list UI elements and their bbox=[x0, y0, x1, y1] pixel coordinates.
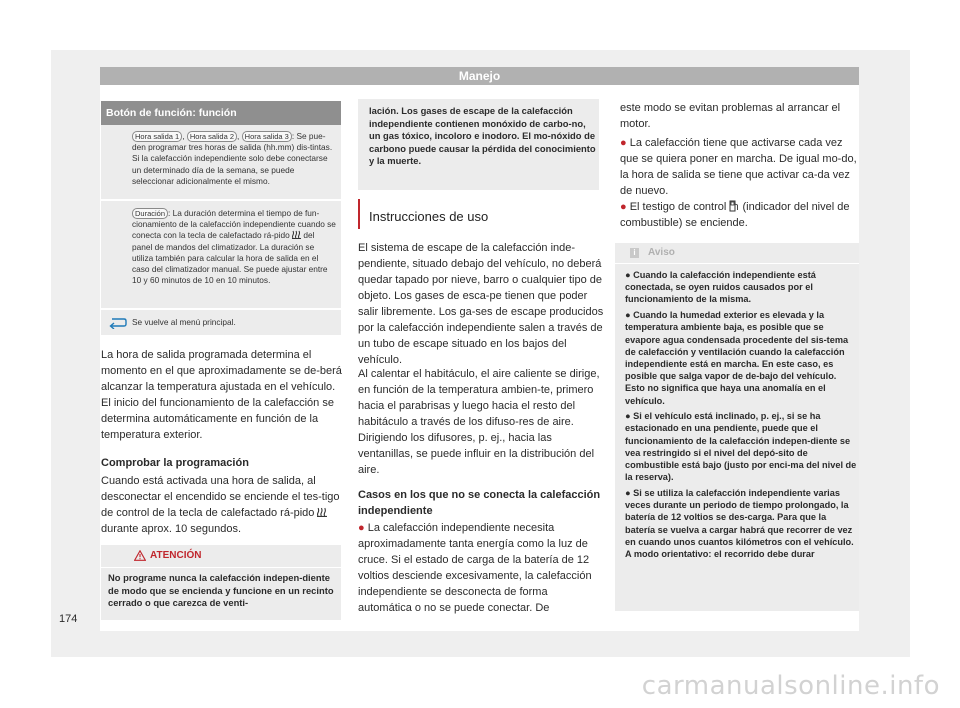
notice-box bbox=[615, 243, 859, 611]
bullet-item: ● La calefacción tiene que activarse cada vez que se quiera poner en marcha. De igual mo-do, la hora de salida se tiene que activar ca-da vez de nuevo. bbox=[620, 137, 857, 197]
notice-title: Aviso bbox=[648, 247, 675, 258]
bullet-icon: ● bbox=[620, 201, 627, 213]
duration-description-b: del panel de mandos del climatizador. La duración se utiliza también para calcular la hora de salida en el caso del climatizador manual. Se puede ajustar entre 10 y 60 minutos de 10 en 10 minutos. bbox=[132, 230, 328, 286]
warning-box-continued bbox=[358, 99, 599, 190]
fuel-gauge-icon bbox=[729, 201, 739, 213]
paragraph: Al calentar el habitáculo, el aire caliente se dirige, en función de la temperatura ambien-te, primero hacia el parabrisas y luego hacia el resto del habitáculo a través de los difuso-res de aire. Dirigiendo los difusores, p. ej., hacia las ventanillas, se puede influir en la distribución del aire. bbox=[358, 368, 600, 476]
paragraph: este modo se evitan problemas al arrancar el motor. bbox=[620, 102, 841, 130]
bullet-icon: ● bbox=[625, 411, 631, 422]
bullet-item: ● El testigo de control (indicador del nivel de combustible) se enciende. bbox=[620, 201, 850, 229]
bullet-icon: ● bbox=[620, 137, 627, 149]
warning-text: lación. Los gases de escape de la calefacción independiente contienen monóxido de carbo-no, un gas tóxico, incoloro e inodoro. El mo-nóxido de carbono puede causar la pérdida del conocimiento y la muerte. bbox=[369, 105, 596, 166]
back-description: Se vuelve al menú principal. bbox=[132, 317, 236, 327]
page-number: 174 bbox=[59, 613, 78, 625]
paragraph: La hora de salida programada determina el momento en el que aproximadamente se de-berá alcanzar la temperatura ajustada en el vehículo. El inicio del funcionamiento de la calefacción se determina automáticamente en función de la temperatura exterior. bbox=[101, 349, 342, 441]
warning-text: No programe nunca la calefacción indepen-diente de modo que se encienda y funcione en un recinto cerrado o que carezca de venti- bbox=[108, 572, 334, 608]
section-marker bbox=[358, 199, 360, 229]
departure-description: : Se pue-den programar tres horas de salida (hh.mm) dis-tintas. Si la calefacción independiente solo debe conectarse un determinado día de la semana, se puede seleccionar adicionalmente el mismo. bbox=[132, 131, 333, 186]
page-title: Manejo bbox=[458, 69, 501, 83]
paragraph: El sistema de escape de la calefacción inde-pendiente, situado debajo del vehículo, no deberá quedar tapado por nieve, barro o cualquier tipo de objeto. Los gases de esca-pe tienen que poder salir libremente. Los ga-ses de escape producidos por la calefacción independiente salen a través de un tubo de escape situado en los bajos del vehículo. bbox=[358, 242, 604, 366]
notice-item: ● Si el vehículo está inclinado, p. ej., si se ha estacionado en una pendiente, puede que el funcionamiento de la calefacción indepen-diente se vea restringido si el nivel del depó-sito de combustible está bajo (justo por enci-ma del nivel de la reserva). bbox=[625, 411, 857, 483]
table-cell-departure: Hora salida 1 , Hora salida 2 , Hora salida 3 : Se pue-den programar tres horas de salida (hh.mm) dis-tintas. Si la calefacción independiente solo debe conectarse un determinado día de la semana, se puede seleccionar adicionalmente el mismo. bbox=[132, 131, 333, 186]
bullet-icon: ● bbox=[625, 310, 631, 321]
notice-item: ● Cuando la humedad exterior es elevada y la temperatura ambiente baja, es posible que se evapore agua condensada procedente del sis-tema de calefacción y ventilación cuando la calefacción independiente está en marcha. En este caso, es posible que salga vapor de de-bajo del vehículo. Esto no significa que haya una anomalía en el vehículo. bbox=[625, 310, 849, 406]
info-icon: i bbox=[630, 248, 639, 258]
bullet-icon: ● bbox=[625, 487, 631, 498]
heater-icon bbox=[317, 507, 327, 519]
key-hora-salida-3: Hora salida 3 bbox=[242, 131, 292, 142]
warning-box bbox=[101, 545, 341, 620]
warning-header bbox=[101, 545, 341, 568]
notice-item: ● Si se utiliza la calefacción independiente varias veces durante un periodo de tiempo prolongado, la batería de 12 voltios se des-carga. Para que la batería se vuelva a cargar habrá que recorrer de vez en cuando unos cuantos kilómetros con el vehículo. A modo orientativo: el recorrido debe durar bbox=[625, 487, 854, 559]
notice-text bbox=[625, 269, 857, 564]
key-hora-salida-2: Hora salida 2 bbox=[187, 131, 237, 142]
notice-header bbox=[615, 243, 859, 264]
table-header: Botón de función: función bbox=[101, 101, 341, 125]
paragraph: Cuando está activada una hora de salida, al desconectar el encendido se enciende el tes-tigo de control de la tecla de calefactado rá-pido durante aprox. 10 segundos. bbox=[101, 475, 340, 535]
bullet-item: ● La calefacción independiente necesita aproximadamente tanta energía como la luz de cruce. Si el estado de carga de la batería de 12 voltios desciende excesivamente, la calefacción independiente se desconecta de forma automática o no se puede conectar. De bbox=[358, 522, 592, 614]
table-row bbox=[101, 310, 341, 335]
bullet-icon: ● bbox=[358, 522, 365, 534]
heater-icon bbox=[292, 230, 301, 240]
table-row bbox=[101, 125, 341, 199]
key-hora-salida-1: Hora salida 1 bbox=[132, 131, 182, 142]
back-arrow-icon bbox=[109, 315, 127, 329]
table-row bbox=[101, 201, 341, 308]
table-cell-duration bbox=[132, 208, 337, 286]
watermark: carmanualsonline.info bbox=[641, 671, 940, 701]
section-title: Instrucciones de uso bbox=[369, 209, 489, 224]
notice-item: ● Cuando la calefacción independiente está conectada, se oyen ruidos causados por el funcionamiento de la misma. bbox=[625, 270, 816, 305]
subheading: Casos en los que no se conecta la calefacción independiente bbox=[358, 489, 601, 517]
warning-triangle-icon bbox=[134, 550, 146, 561]
warning-title: ATENCIÓN bbox=[150, 550, 202, 561]
subheading: Comprobar la programación bbox=[101, 457, 249, 469]
duration-description-a: : La duración determina el tiempo de fun-cionamiento de la calefacción independiente cuando se conecta con la tecla de calefactado rá-pido bbox=[132, 208, 336, 241]
key-duracion: Duración bbox=[132, 208, 168, 219]
header-bar bbox=[100, 67, 859, 85]
bullet-icon: ● bbox=[625, 270, 631, 280]
